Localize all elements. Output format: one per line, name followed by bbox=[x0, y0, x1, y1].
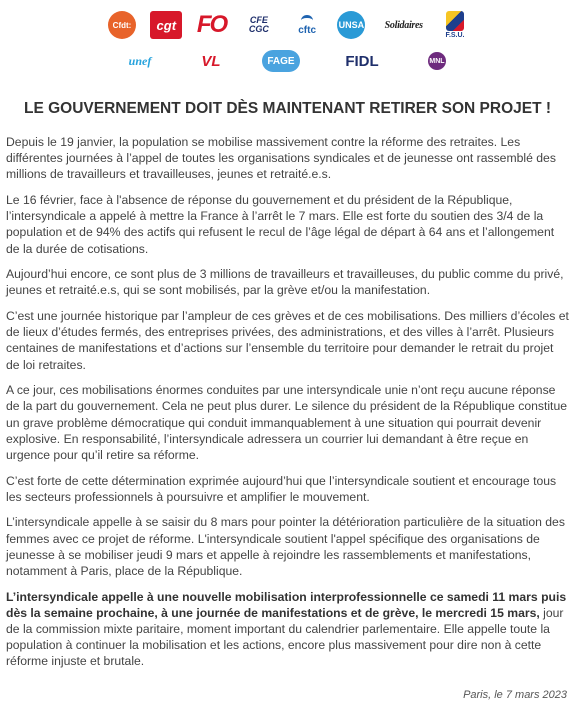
call-to-action-bold: L’intersyndicale appelle à une nouvelle mobilisation interprofessionnelle ce samedi 11 mars puis dès la semaine prochaine, à une journée de manifestations et de grève, le mercredi 15 mars, bbox=[6, 589, 567, 620]
fsu-logo bbox=[442, 9, 468, 41]
logo-row-2 bbox=[108, 44, 468, 78]
paragraph: C’est une journée historique par l’ampleur de ces grèves et de ces mobilisations. Des milliers d’écoles et de lieux d’études fermés, des entreprises privées, des administrations, et des villes à l’arrêt. Plusieurs centaines de manifestations et d’actions sur l’ensemble du territoire pour demander le retrait du projet de loi retraites. bbox=[6, 309, 569, 372]
cftc-arc-icon bbox=[301, 15, 313, 26]
fidl-logo: FIDL bbox=[345, 52, 379, 70]
solidaires-logo: Solidaires bbox=[384, 19, 423, 31]
cftc-logo-text: cftc bbox=[298, 24, 317, 36]
cfe-cgc-logo: CFE CGC bbox=[248, 15, 269, 34]
mnl-logo: MNL bbox=[428, 52, 446, 70]
paragraph: A ce jour, ces mobilisations énormes conduites par une intersyndicale unie n’ont reçu aucune réponse de la part du gouvernement. Cela ne peut plus durer. Le silence du président de la République constitue un grave problème démocratique qui conduit immanquablement à une situation qui pourrait devenir explosive. En responsabilité, l’intersyndicale adressera un courrier lui demandant à être reçue en urgence pour qu’il retire sa réforme. bbox=[6, 383, 567, 463]
cftc-logo bbox=[291, 11, 323, 39]
call-to-action-rest: jour de la commission mixte paritaire, moment important du calendrier parlementaire. Elle appelle toute la population à continuer la mobilisation et les actions, encore plus massivement pour dire non à cette réforme injuste et brutale. bbox=[6, 605, 564, 669]
paragraph: C’est forte de cette détermination exprimée aujourd’hui que l’intersyndicale soutient et encourage tous les secteurs professionnels à poursuivre et amplifier le mouvement. bbox=[6, 473, 557, 504]
logo-row-1 bbox=[108, 8, 468, 42]
vl-logo: VL bbox=[201, 52, 221, 70]
paragraph: Aujourd’hui encore, ce sont plus de 3 millions de travailleurs et travailleuses, du public comme du privé, jeunes et retraité.e.s, qui se sont mobilisés, par la grève et/ou la manifestation. bbox=[6, 267, 564, 298]
unef-logo: unef bbox=[128, 53, 152, 68]
call-to-action-paragraph bbox=[6, 589, 570, 670]
cgt-logo: cgt bbox=[150, 11, 182, 39]
date-signature: Paris, le 7 mars 2023 bbox=[463, 689, 567, 701]
union-logos-banner bbox=[108, 8, 468, 80]
paragraph: Le 16 février, face à l'absence de réponse du gouvernement et du président de la République, l’intersyndicale a appelé à mettre la France à l’arrêt le 7 mars. Elle est forte du soutien des 3/4 de la population et de 94% des actifs qui refusent le recul de l’âge légal de départ à 64 ans et l’allongement de la durée de cotisations. bbox=[6, 193, 555, 256]
unsa-logo: UNSA bbox=[337, 11, 365, 39]
fo-logo: FO bbox=[196, 11, 227, 38]
page-title: LE GOUVERNEMENT DOIT DÈS MAINTENANT RETIRER SON PROJET ! bbox=[23, 100, 552, 117]
paragraph: L’intersyndicale appelle à se saisir du 8 mars pour pointer la détérioration particulière de la situation des femmes avec ce projet de réforme. L'intersyndicale soutient l'appel spécifique des organisations de jeunesse à se mobiliser jeudi 9 mars et appelle à rejoindre les rassemblements et manifestations, notamment à Paris, place de la République. bbox=[6, 515, 565, 579]
paragraph: Depuis le 19 janvier, la population se mobilise massivement contre la réforme des retraites. Les différentes journées à l’appel de toutes les organisations syndicales et de jeunesse ont rassemblé des millions de travailleurs et travailleuses, jeunes et retraité.e.s. bbox=[6, 135, 556, 182]
fsu-logo-text: F.S.U. bbox=[445, 32, 465, 39]
article-body bbox=[6, 134, 570, 679]
fsu-emblem-icon bbox=[446, 11, 464, 31]
fage-logo: FAGE bbox=[262, 50, 300, 72]
cfdt-logo: Cfdt: bbox=[108, 11, 136, 39]
